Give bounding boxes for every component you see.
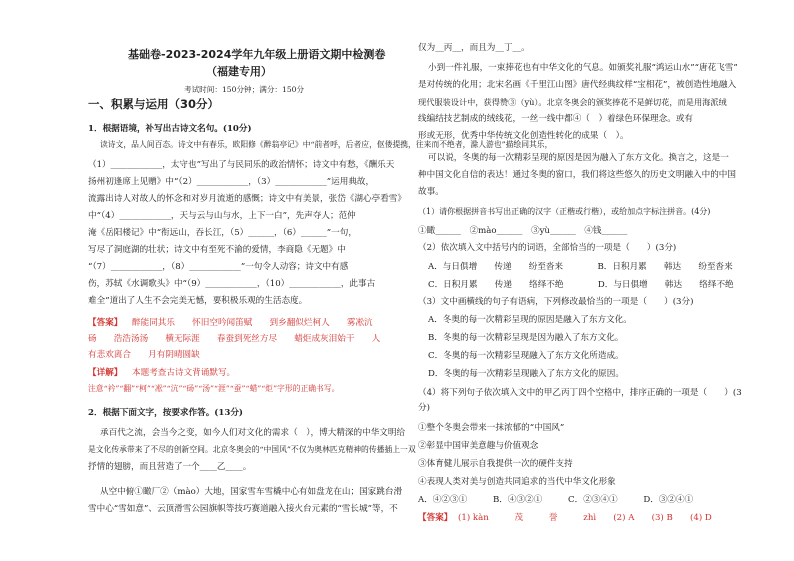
q4-item: ③体育健儿展示自我提供一次的硬件支持 [418,459,573,469]
right-line: 小到一件礼服，一束捧花也有中华文化的气息。如颁奖礼服“鸿运山水”“唐花飞雪” [428,63,738,73]
right-line: 线编结技艺制成的绒线花，一丝一线中都④（ ）着绿色环保理念。或有 [418,114,694,124]
q2-line: 雪中心“雪如意”、云顶滑雪公园旗帜等技巧赛道融入接火台元素的“雪长城”等，不 [88,504,398,514]
q1-line: 流露出诗人对故人的怀念和对岁月流逝的感慨；诗文中有美景，张岱《湖心亭看雪》 [88,194,406,204]
answer-text: 醉能同其乐 怀旧空吟闻笛赋 到乡翻似烂柯人 雾凇沆 [132,318,373,328]
detail-text: 本题考查古诗文背诵默写。 [132,368,236,378]
right-line: 故事。 [418,187,444,197]
answer-text: 有悲欢离合 月有阴晴圆缺 [88,350,200,360]
document-title: 基础卷-2023-2024学年九年级上册语文期中检测卷 [128,48,386,61]
sub-question-2: （2）依次填入文中括号内的词语，全部恰当的一项是（ ）(3分) [418,243,677,253]
detail-label: 【详解】 [88,368,123,378]
question-1-heading: 1．根据语境，补写出古诗文名句。(10分) [88,124,252,134]
right-line: 现代服装设计中，获得赞③（yù）。北京冬奥会的颁奖捧花不是鲜切花，而是用海派绒 [418,97,727,107]
q4-options: A．④②③① B．④③②① C．②③④① D．③②④① [418,495,694,505]
right-line: 种中国文化自信的表达！通过冬奥的窗口，我们将这些悠久的历史文明融入中的中国 [418,170,736,180]
section-heading: 一、积累与运用（30分） [88,97,220,111]
right-line: 可以说，冬奥的每一次精彩呈现的原因是因为融入了东方文化。换言之，这是一 [428,153,729,163]
q1-line: 中“（4）____________，天与云与山与水，上下一白”，先声夺人；范仲 [88,211,356,221]
document-subtitle: （福建专用） [206,65,272,78]
detail-note: 注意“衿”“翻”“柯”“凇”“沆”“砀”“汤”“涯”“蚕”“蜡”“炬”字形的正确书写。 [88,384,340,393]
option-line: C．冬奥的每一次精彩呈现融入了东方文化所造成。 [428,351,624,361]
sub-question-3: （3）文中画横线的句子有语病，下列修改最恰当的一项是（ ）(3分) [418,297,694,307]
q2-line: 从空中俯①瞰厂②（mào）大地，国家雪车雪橇中心有如盘龙在山；国家跳台滑 [100,487,403,497]
option-line: D．冬奥的每一次精彩呈现融入了东方文化的原因。 [428,369,624,379]
answer-label: 【答案】 [418,513,453,523]
q4-item: ①整个冬奥会带来一抹浓郁的“中国风” [418,423,565,433]
option-line: B．冬奥的每一次精彩呈现是因为融入了东方文化。 [428,333,624,343]
sub-question-1-blanks: ①瞰______ ②mào______ ③yù______ ④钱______ [418,226,628,236]
answer-text: (1) kàn 茂 誉 zhì (2) A (3) B (4) D [458,513,712,523]
right-line: 是对传统的化用；北宋名画《千里江山图》唐代经典纹样“宝相花”，被创造性地融入 [418,80,737,90]
q1-line: （1）____________，太守也”写出了与民同乐的政治情怀；诗文中有愁，《酬乐天 [88,160,395,170]
answer-label: 【答案】 [88,318,123,328]
q1-line: 淹《岳阳楼记》中“衔远山，吞长江，（5）______，（6）______”一句， [88,228,357,238]
q1-line: 难全”道出了人生不会完美无憾，要积极乐观的生活态度。 [88,296,308,306]
q1-line: “（7）____________，（8）____________”一句令人动容；诗文中有感 [88,262,349,272]
q1-line: 扬州初逢席上见赠》中“（2）____________，（3）____________”运用典故， [88,177,375,187]
option-line: A．与日俱增 传递 纷至沓来 B．日积月累 韩达 纷至沓来 [428,262,733,272]
q4-item: ④表现人类对美与创造共同追求的当代中华文化形象 [418,477,616,487]
q1-line: 读诗文，品人间百态。诗文中有春乐，欧阳修《醉翁亭记》中“前者呼，后者应，伛偻提携，往来而不绝者，滁人游也”描绘同其乐， [100,140,553,149]
q2-line: 承百代之流，会当今之变，如今人们对文化的需求（ ），博大精深的中华文明给 [100,428,406,438]
right-line: 形或无形，优秀中华传统文化创造性转化的成果（ ）。 [418,131,629,141]
q1-line: 写尽了洞庭湖的壮状；诗文中有至死不渝的爱情，李商隐《无题》中 [88,245,346,255]
sub-question-1: （1）请你根据拼音书写出正确的汉字（正楷或行楷），或给加点字标注拼音。(4分) [418,207,711,216]
q1-line: 伤，苏轼《水调歌头》中“（9）____________，（10）____________，此事古 [88,279,376,289]
q2-line: 抒情的翅膀，而且营造了一个____乙____。 [88,462,252,472]
q4-item: ②彰显中国审美意趣与价值观念 [418,441,539,451]
q2-line: 是文化传承带来了不尽的创新空间。北京冬奥会的“中国风”不仅为奥林匹克精神的传播插上一双 [88,445,416,454]
answer-text: 砀 浩浩汤汤 横无际涯 春蚕到死丝方尽 蜡炬成灰泪始干 人 [88,334,381,344]
exam-info: 考试时间：150分钟；满分：150分 [184,85,305,94]
sub-question-4-cont: 分) [418,403,430,413]
option-line: A．冬奥的每一次精彩呈现的原因是融入了东方文化。 [428,315,632,325]
question-2-heading: 2．根据下面文字，按要求作答。(13分) [88,408,243,418]
option-line: C．日积月累 传递 络绎不绝 D．与日俱增 韩达 络绎不绝 [428,280,734,290]
sub-question-4: （4）将下列句子依次填入文中的甲乙丙丁四个空格中，排序正确的一项是（ ）(3 [418,388,742,398]
right-line: 仅为__丙__，而且为__丁__。 [418,43,530,53]
